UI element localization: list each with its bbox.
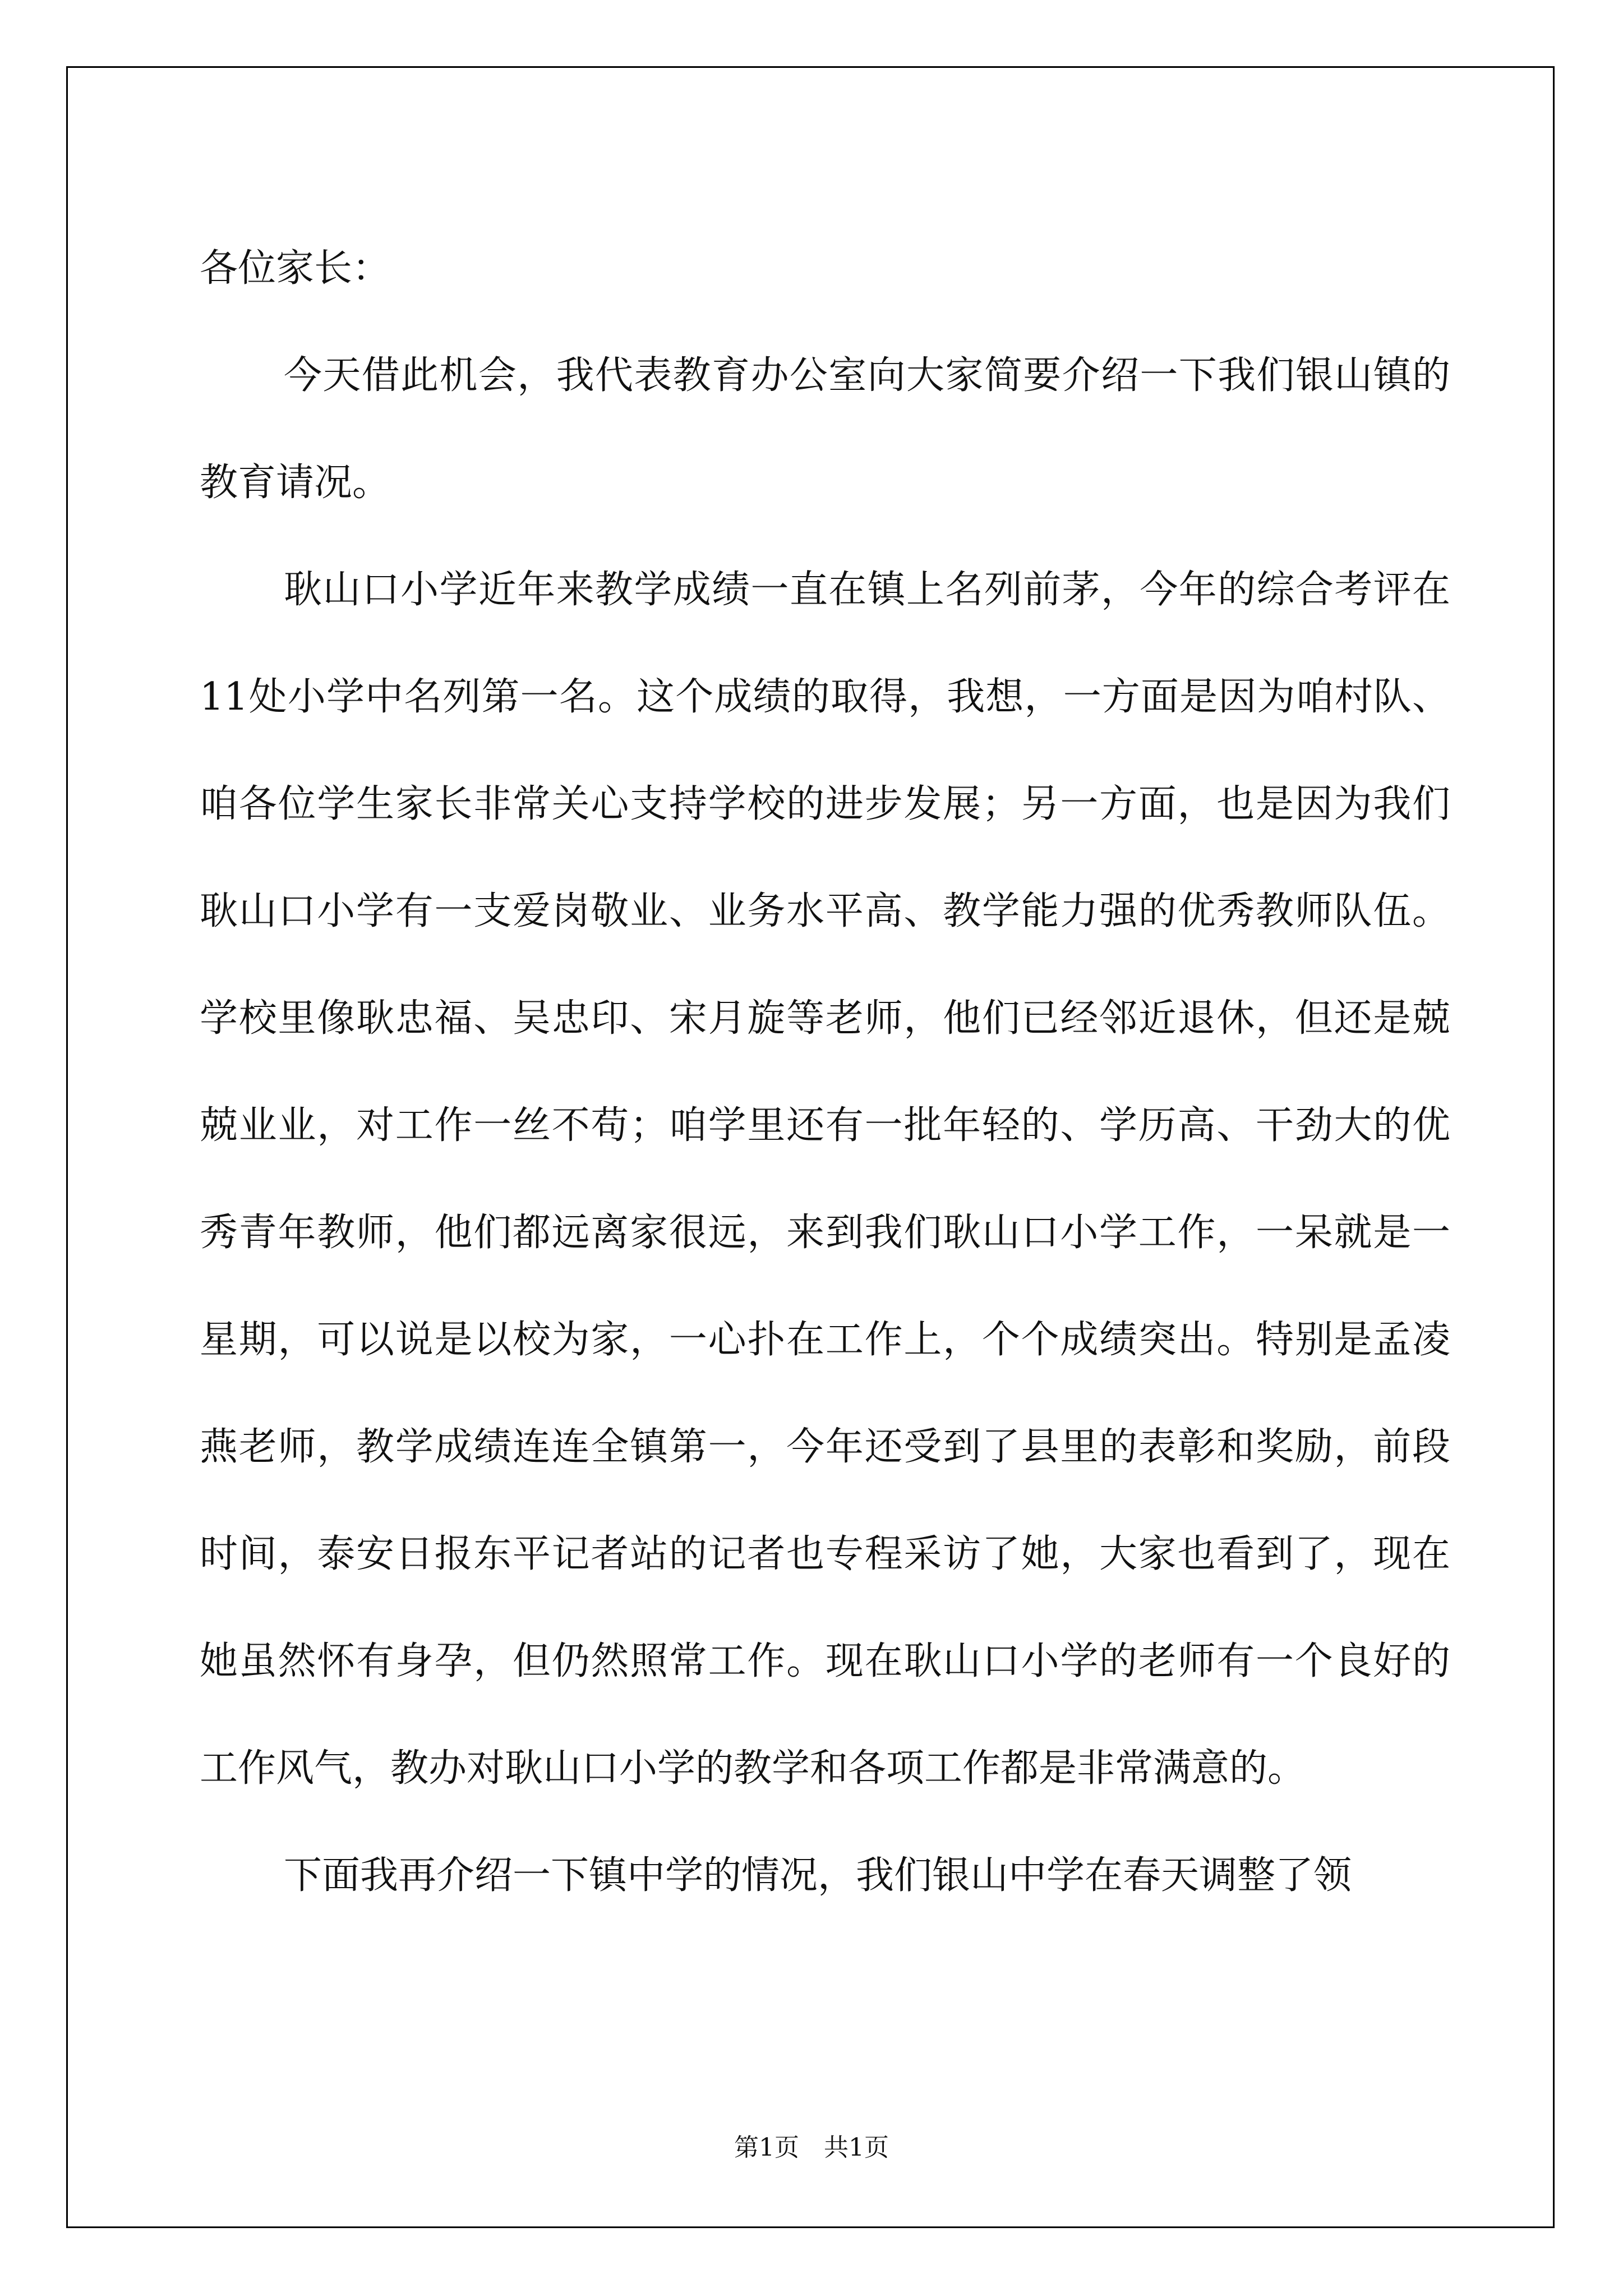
- paragraph-primary-school: 耿山口小学近年来教学成绩一直在镇上名列前茅，今年的综合考评在11处小学中名列第一名。这个成绩的取得，我想，一方面是因为咱村队、咱各位学生家长非常关心支持学校的进步发展；另一方面，也是因为我们耿山口小学有一支爱岗敬业、业务水平高、教学能力强的优秀教师队伍。学校里像耿忠福、吴忠印、宋月旋等老师，他们已经邻近退休，但还是兢兢业业，对工作一丝不苟；咱学里还有一批年轻的、学历高、干劲大的优秀青年教师，他们都远离家很远，来到我们耿山口小学工作，一呆就是一星期，可以说是以校为家，一心扑在工作上，个个成绩突出。特别是孟凌燕老师，教学成绩连连全镇第一，今年还受到了县里的表彰和奖励，前段时间，泰安日报东平记者站的记者也专程采访了她，大家也看到了，现在她虽然怀有身孕，但仍然照常工作。现在耿山口小学的老师有一个良好的工作风气，教办对耿山口小学的教学和各项工作都是非常满意的。: [200, 568, 1450, 1791]
- salutation: 各位家长：: [200, 246, 391, 291]
- paragraph-middle-school: 下面我再介绍一下镇中学的情况，我们银山中学在春天调整了领: [284, 1853, 1352, 1898]
- paragraph-intro: 今天借此机会，我代表教育办公室向大家简要介绍一下我们银山镇的教育请况。: [200, 353, 1450, 505]
- page-footer: 第1页 共1页: [734, 2133, 889, 2162]
- document-body: [200, 215, 1450, 1929]
